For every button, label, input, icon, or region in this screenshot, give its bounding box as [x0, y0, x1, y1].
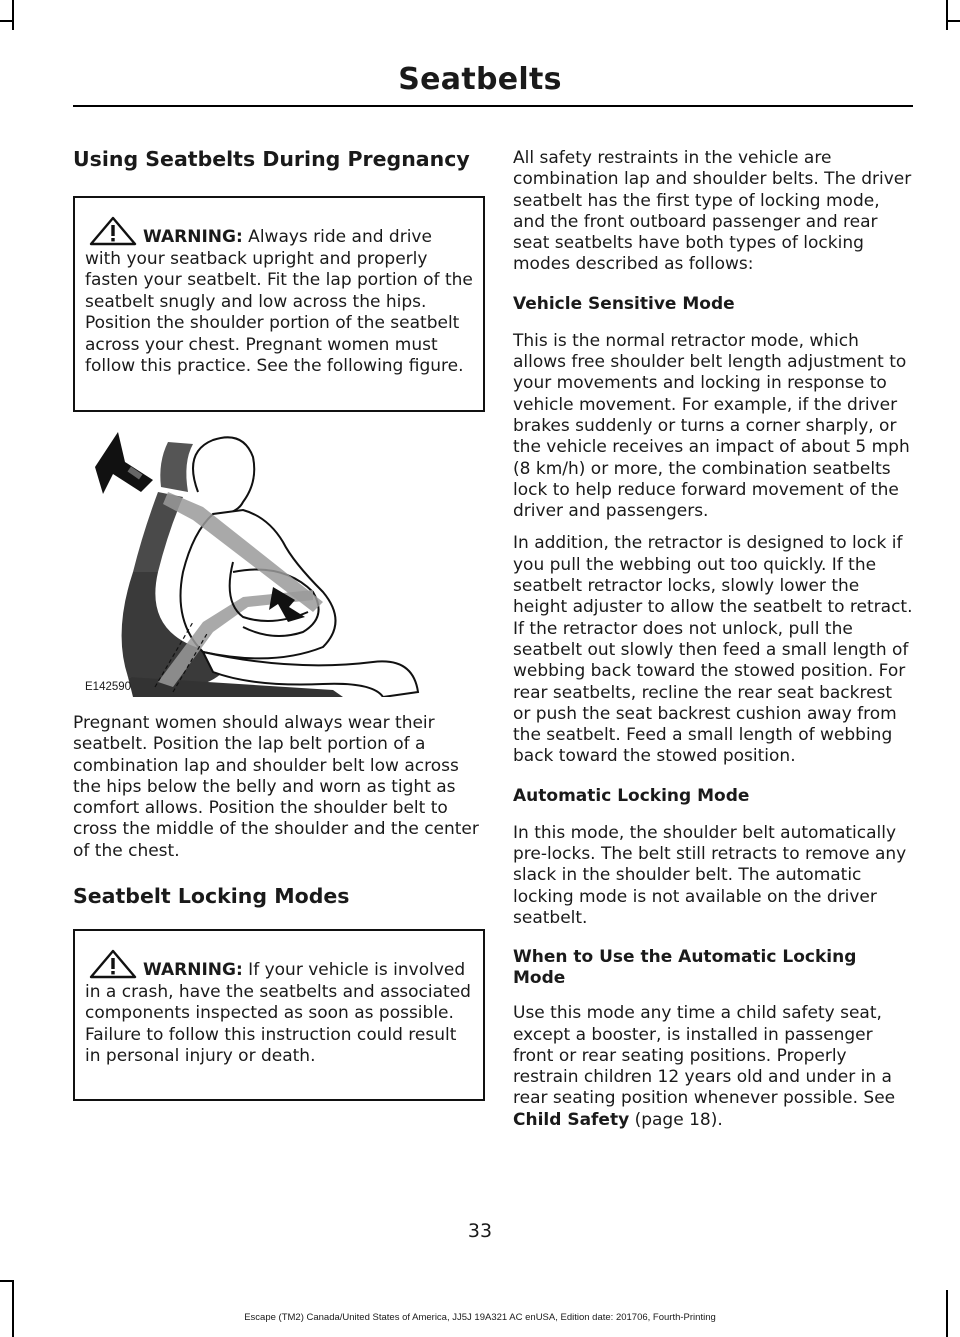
pregnant-woman-illustration — [73, 422, 483, 697]
pregnancy-paragraph: Pregnant women should always wear their seatbelt. Position the lap belt portion of a combination lap and shoulder belt low across the hips below the belly and worn as tight as comfort allows. Position the shoulder belt to cross the middle of the shoulder and the center of the chest. — [73, 713, 479, 861]
right-column — [513, 148, 913, 1131]
child-safety-link[interactable]: Child Safety — [513, 1109, 630, 1130]
auto-paragraph: In this mode, the shoulder belt automatically pre-locks. The belt still retracts to remove any slack in the shoulder belt. The automatic locking mode is not available on the driver seatbelt. — [513, 822, 907, 928]
page-title: Seatbelts — [398, 62, 562, 97]
warning-label: WARNING: — [143, 960, 243, 981]
crop-mark — [12, 0, 14, 30]
page-number: 33 — [467, 1220, 493, 1242]
warning-paragraph — [85, 216, 473, 378]
subheading-vehicle-sensitive: Vehicle Sensitive Mode — [513, 293, 735, 314]
intro-paragraph: All safety restraints in the vehicle are combination lap and shoulder belts. The driver seatbelt has the first type of locking mode, and the front outboard passenger and rear seat seatbelts have both types of locking modes described as follows: — [513, 148, 912, 275]
warning-text: Always ride and drive with your seatback upright and properly fasten your seatbelt. Fit the lap portion of the seatbelt snugly and low across the hips. Position the shoulder portion of the seatbelt across your chest. Pregnant women must follow this practice. See the following figure. — [85, 227, 473, 376]
warning-box — [73, 196, 485, 412]
crop-mark — [946, 0, 948, 30]
warning-triangle-icon — [89, 949, 137, 979]
figure-code: E142590 — [85, 681, 132, 693]
warning-box — [73, 929, 485, 1101]
left-column — [73, 145, 485, 1101]
header-divider — [73, 105, 913, 107]
warning-paragraph — [85, 949, 473, 1068]
crop-mark — [946, 20, 960, 22]
footer-text: Escape (TM2) Canada/United States of America, JJ5J 19A321 AC enUSA, Edition date: 201706, Fourth-Printing — [244, 1312, 716, 1323]
section-heading-locking-modes: Seatbelt Locking Modes — [73, 884, 350, 909]
warning-triangle-icon — [89, 216, 137, 246]
subheading-when-to-use: When to Use the Automatic Locking Mode — [513, 947, 857, 989]
warning-label: WARNING: — [143, 227, 243, 247]
crop-mark — [0, 20, 14, 22]
vehicle-paragraph-1: This is the normal retractor mode, which allows free shoulder belt length adjustment to your movements and locking in response to vehicle movement. For example, if the driver brakes suddenly or turns a corner sharply, or the vehicle receives an impact of about 5 mph (8 km/h) or more, the combination seatbelts lock to help reduce forward movement of the driver and passengers. — [513, 330, 910, 522]
page-reference: (page 18). — [629, 1109, 723, 1130]
crop-mark — [12, 1280, 14, 1337]
vehicle-paragraph-2: In addition, the retractor is designed to lock if you pull the webbing out too quickly. If the seatbelt retractor locks, slowly lower the height adjuster to allow the seatbelt to retract. If the retractor does not unlock, pull the seatbelt out slowly then feed a small length of webbing back toward the stowed position. For rear seatbelts, recline the rear seat backrest or push the seat backrest cushion away from the seatbelt. Feed a small length of webbing back toward the stowed position. — [513, 533, 913, 767]
subheading-automatic-locking: Automatic Locking Mode — [513, 785, 750, 806]
pregnancy-seatbelt-figure — [73, 422, 483, 697]
when-paragraph — [513, 1003, 913, 1131]
crop-mark — [0, 1280, 14, 1282]
when-text: Use this mode any time a child safety seat, except a booster, is installed in passenger front or rear seating positions. Properly restrain children 12 years old and under in a rear seating position whenever possible. See — [513, 1003, 896, 1109]
section-heading-pregnancy: Using Seatbelts During Pregnancy — [73, 147, 470, 171]
warning-text: If your vehicle is involved in a crash, have the seatbelts and associated components inspected as soon as possible. Failure to follow this instruction could result in personal injury or death. — [85, 960, 471, 1067]
